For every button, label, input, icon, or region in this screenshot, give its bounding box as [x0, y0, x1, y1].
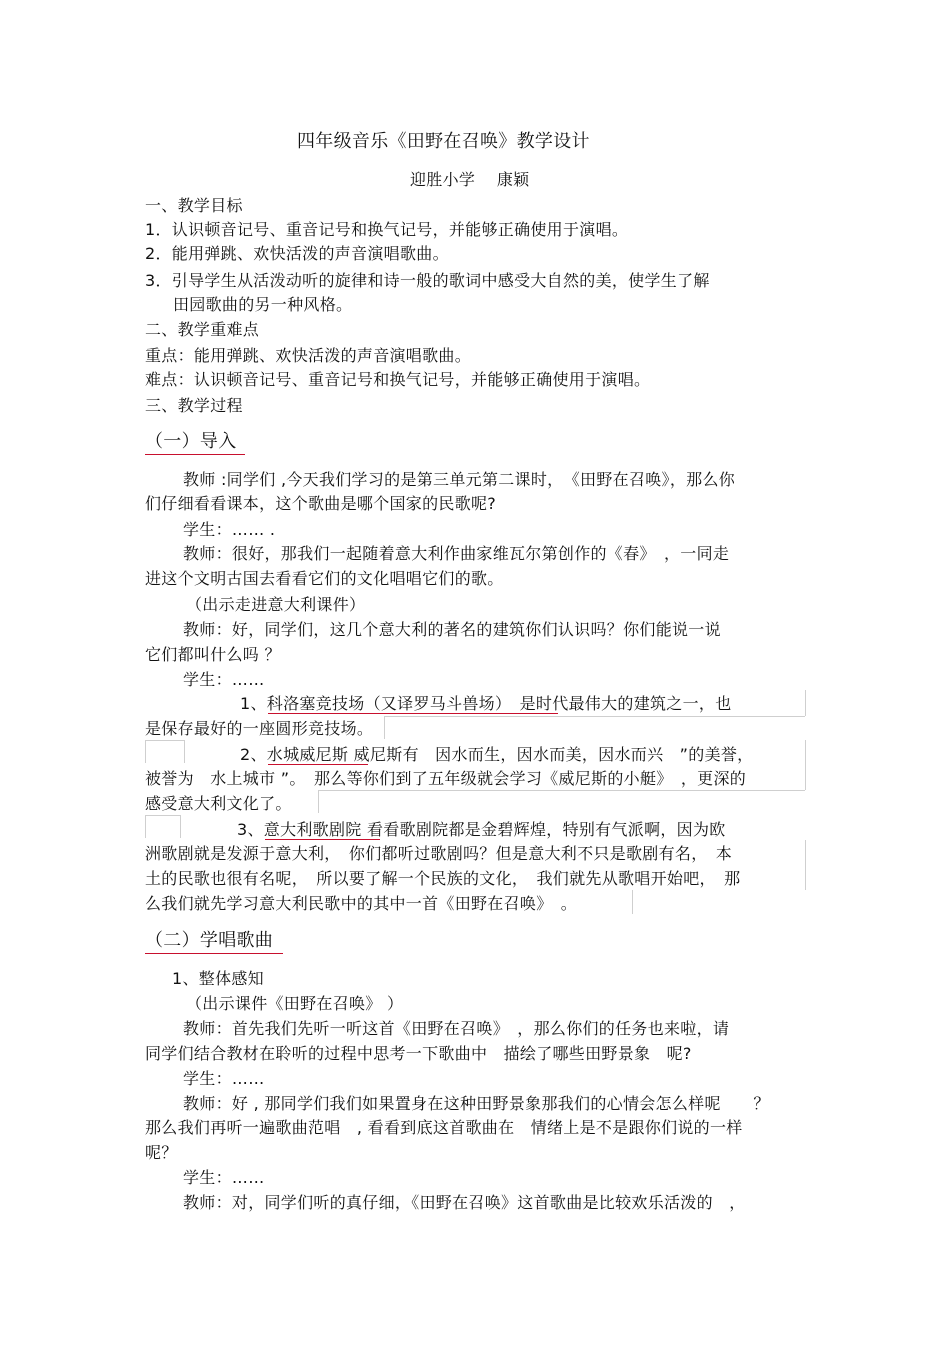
intro-line-5: 进这个文明古国去看看它们的文化唱唱它们的歌。 [145, 569, 504, 588]
author-line: 迎胜小学 康颖 [410, 170, 530, 189]
learn-line-3: 教师：首先我们先听一听这首《田野在召唤》 ，那么你们的任务也来啦，请 [183, 1019, 730, 1038]
learn-line-6: 教师：好 , 那同学们我们如果置身在这种田野景象那我们的心情会怎么样呢 ？ [183, 1094, 770, 1113]
frame-box [384, 716, 805, 739]
frame-box [145, 740, 185, 763]
landmark-3-number: 3、 [237, 820, 264, 839]
landmark-2-number: 2、 [240, 745, 267, 764]
learn-line-2: （出示课件《田野在召唤》 ） [186, 994, 404, 1013]
goal-item-3-cont: 田园歌曲的另一种风格。 [173, 295, 353, 314]
landmark-1-desc: 是时代最伟大的建筑之一，也 [503, 694, 732, 713]
intro-line-9: 学生：…… [183, 670, 265, 689]
intro-line-1: 教师 :同学们 ,今天我们学习的是第三单元第二课时， 《田野在召唤》，那么你 [183, 470, 736, 489]
learn-line-9: 学生：…… [183, 1168, 265, 1187]
section-heading-keypoints: 二、教学重难点 [145, 320, 260, 339]
difficult-point: 难点：认识顿音记号、重音记号和换气记号，并能够正确使用于演唱。 [145, 370, 651, 389]
landmark-2-desc: 威尼斯有 因水而生，因水而美，因水而兴 ”的美誉， [348, 745, 754, 764]
section-heading-process: 三、教学过程 [145, 396, 243, 415]
frame-box [318, 790, 805, 813]
learn-line-7: 那么我们再听一遍歌曲范唱 , 看看到底这首歌曲在 情绪上是不是跟你们说的一样 [145, 1118, 743, 1137]
intro-line-3: 学生：…… . [183, 520, 276, 539]
intro-line-6: （出示走进意大利课件） [186, 595, 366, 614]
landmark-3-underline [265, 839, 380, 840]
landmark-1-line2: 是保存最好的一座圆形竞技场。 [145, 719, 374, 738]
frame-line [805, 840, 806, 890]
landmark-1-underline [268, 713, 558, 714]
goal-item-1: 1．认识顿音记号、重音记号和换气记号，并能够正确使用于演唱。 [145, 220, 629, 239]
document-title: 四年级音乐《田野在召唤》教学设计 [297, 131, 590, 152]
part-heading-learn-song: （二）学唱歌曲 [145, 930, 283, 954]
section-heading-goals: 一、教学目标 [145, 196, 243, 215]
goal-item-3: 3．引导学生从活泼动听的旋律和诗一般的歌词中感受大自然的美，使学生了解 [145, 271, 710, 290]
landmark-3-desc: 看看歌剧院都是金碧辉煌，特别有气派啊，因为欧 [361, 820, 726, 839]
intro-line-2: 们仔细看看课本，这个歌曲是哪个国家的民歌呢? [145, 494, 497, 513]
intro-line-7: 教师：好，同学们，这几个意大利的著名的建筑你们认识吗？你们能说一说 [183, 620, 721, 639]
landmark-3-name: 意大利歌剧院 [263, 820, 362, 839]
landmark-1-name: 科洛塞竞技场（又译罗马斗兽场） [266, 694, 504, 713]
landmark-1 [240, 693, 732, 715]
landmark-3 [237, 819, 726, 841]
landmark-3-line2: 洲歌剧就是发源于意大利， 你们都听过歌剧吗？但是意大利不只是歌剧有名， 本 [145, 844, 733, 863]
learn-line-8: 呢？ [145, 1143, 178, 1162]
frame-box [145, 815, 181, 838]
landmark-2-underline [268, 764, 368, 765]
learn-line-5: 学生：…… [183, 1069, 265, 1088]
learn-line-1: 1、整体感知 [172, 969, 264, 988]
learn-line-10: 教师：对，同学们听的真仔细，《田野在召唤》这首歌曲是比较欢乐活泼的 ， [183, 1193, 746, 1212]
part-heading-intro: （一）导入 [145, 431, 245, 455]
landmark-2-line2: 被誉为 水上城市 ”。 那么等你们到了五年级就会学习《威尼斯的小艇》 ，更深的 [145, 769, 747, 788]
frame-line [632, 890, 633, 914]
intro-line-4: 教师：很好，那我们一起随着意大利作曲家维瓦尔第创作的《春》 ，一同走 [183, 544, 730, 563]
learn-line-4: 同学们结合教材在聆听的过程中思考一下歌曲中 描绘了哪些田野景象 呢? [145, 1044, 692, 1063]
landmark-2 [240, 744, 753, 766]
landmark-3-line4: 么我们就先学习意大利民歌中的其中一首《田野在召唤》 。 [145, 894, 578, 913]
landmark-2-name: 水城威尼斯 [266, 745, 349, 764]
goal-item-2: 2．能用弹跳、欢快活泼的声音演唱歌曲。 [145, 244, 449, 263]
frame-line [805, 740, 806, 790]
frame-line [805, 690, 806, 716]
landmark-3-line3: 土的民歌也很有名呢， 所以要了解一个民族的文化， 我们就先从歌唱开始吧， 那 [145, 869, 741, 888]
intro-line-8: 它们都叫什么吗 ？ [145, 645, 281, 664]
landmark-1-number: 1、 [240, 694, 267, 713]
landmark-2-line3: 感受意大利文化了。 [145, 794, 292, 813]
key-point: 重点：能用弹跳、欢快活泼的声音演唱歌曲。 [145, 346, 472, 365]
